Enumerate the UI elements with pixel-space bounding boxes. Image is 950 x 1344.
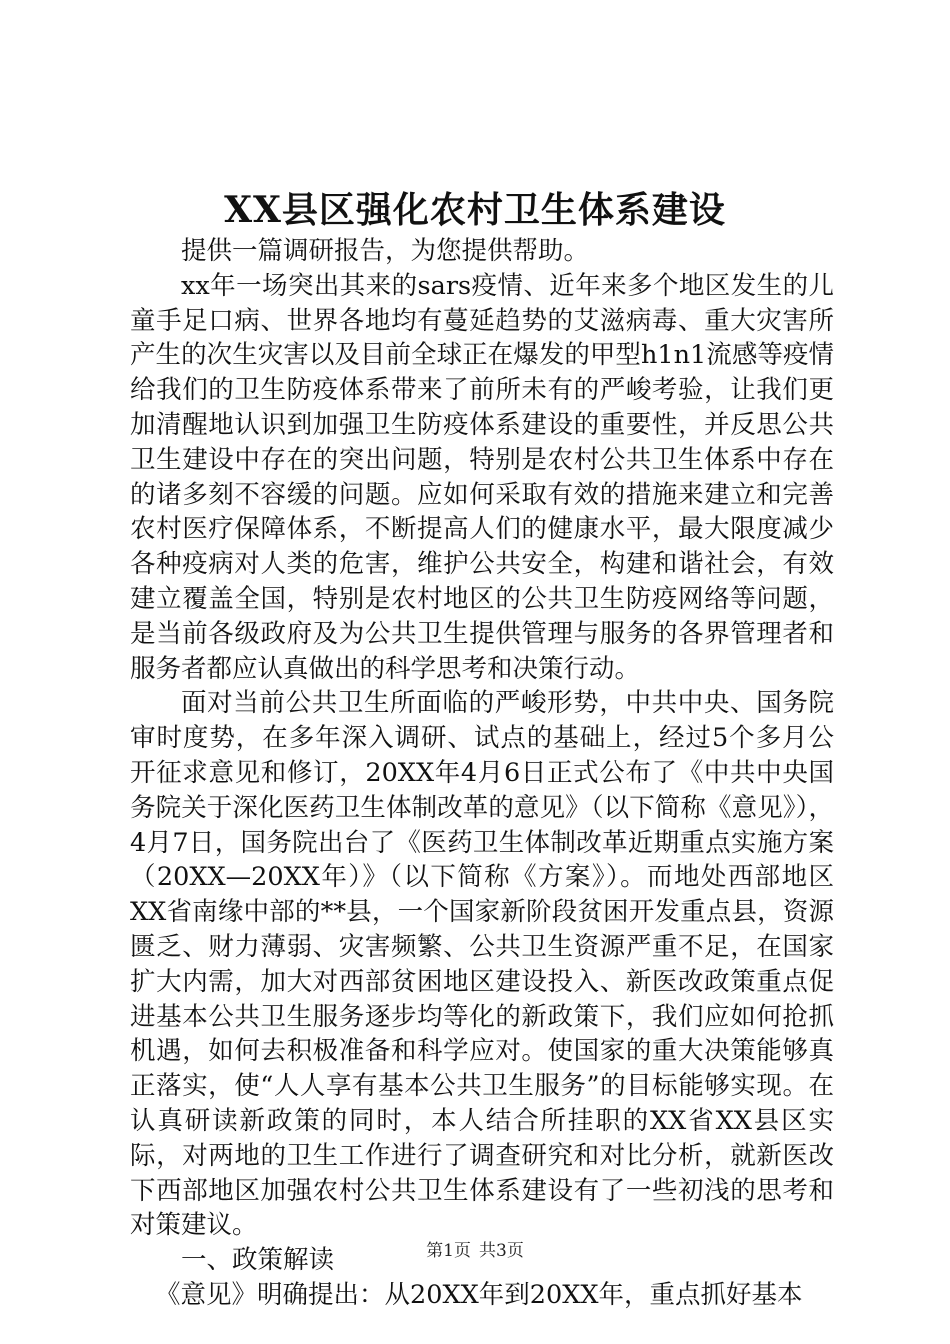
- page-total: 共3页: [479, 1241, 524, 1261]
- background-paragraph: xx年一场突出其来的sars疫情、近年来多个地区发生的儿童手足口病、世界各地均有蔓延趋势的艾滋病毒、重大灾害所产生的次生灾害以及目前全球正在爆发的甲型h1n1流感等疫情给我们的卫生防疫体系带来了前所未有的严峻考验，让我们更加清醒地认识到加强卫生防疫体系建设的重要性，并反思公共卫生建设中存在的突出问题，特别是农村公共卫生体系中存在的诸多刻不容缓的问题。应如何采取有效的措施来建立和完善农村医疗保障体系，不断提高人们的健康水平，最大限度减少各种疫病对人类的危害，维护公共安全，构建和谐社会，有效建立覆盖全国，特别是农村地区的公共卫生防疫网络等问题，是当前各级政府及为公共卫生提供管理与服务的各界管理者和服务者都应认真做出的科学思考和决策行动。: [130, 270, 834, 684]
- intro-paragraph: 提供一篇调研报告，为您提供帮助。: [181, 236, 590, 266]
- document-title: XX县区强化农村卫生体系建设: [224, 189, 726, 231]
- opinion-paragraph: 《意见》明确提出：从20XX年到20XX年，重点抓好基本: [155, 1279, 803, 1310]
- page-footer: [0, 1240, 950, 1262]
- section-heading-policy: 一、政策解读: [181, 1245, 335, 1276]
- page-number: 第1页: [426, 1241, 471, 1261]
- policy-context-paragraph: 面对当前公共卫生所面临的严峻形势，中共中央、国务院审时度势，在多年深入调研、试点的基础上，经过5个多月公开征求意见和修订，20XX年4月6日正式公布了《中共中央国务院关于深化医药卫生体制改革的意见》（以下简称《意见》），4月7日，国务院出台了《医药卫生体制改革近期重点实施方案（20XX—20XX年）》（以下简称《方案》）。而地处西部地区XX省南缘中部的**县，一个国家新阶段贫困开发重点县，资源匮乏、财力薄弱、灾害频繁、公共卫生资源严重不足，在国家扩大内需，加大对西部贫困地区建设投入、新医改政策重点促进基本公共卫生服务逐步均等化的新政策下，我们应如何抢抓机遇，如何去积极准备和科学应对。使国家的重大决策能够真正落实，使“人人享有基本公共卫生服务”的目标能够实现。在认真研读新政策的同时，本人结合所挂职的XX省XX县区实际，对两地的卫生工作进行了调查研究和对比分析，就新医改下西部地区加强农村公共卫生体系建设有了一些初浅的思考和对策建议。: [130, 688, 834, 1241]
- document-body: [130, 234, 834, 1313]
